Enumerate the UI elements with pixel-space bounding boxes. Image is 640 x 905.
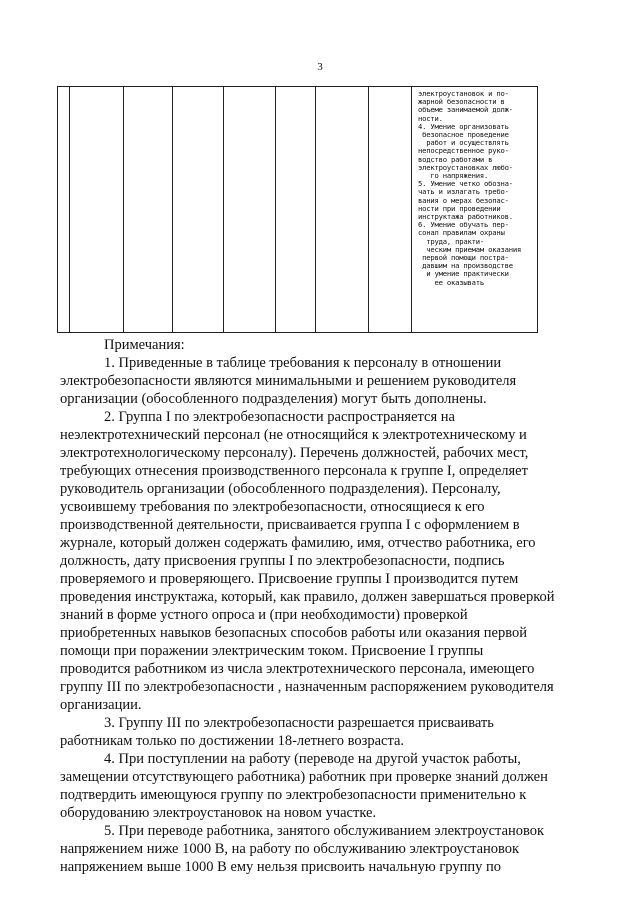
- text-line: знаний в форме устного опроса и (при необходимости) проверкой: [60, 607, 468, 623]
- text-line: напряжением ниже 1000 В, на работу по обслуживанию электроустановок: [60, 841, 520, 857]
- requirement-line: жарной безопасности в: [418, 97, 505, 107]
- requirement-line: непосредственное руко-: [418, 146, 509, 156]
- requirement-line: электроустановках любо-: [418, 162, 513, 172]
- text-line: 4. При поступлении на работу (переводе на другой участок работы,: [104, 751, 521, 767]
- requirement-line: сонал правилам охраны: [418, 228, 505, 238]
- requirement-line: 6. Умение обучать пер-: [418, 220, 509, 230]
- text-line: приобретенных навыков безопасных способов работы или оказания первой: [60, 625, 527, 641]
- requirement-line: труда, практи-: [418, 236, 485, 246]
- requirement-line: давшим на производстве: [418, 261, 513, 271]
- requirement-line: ности.: [418, 113, 443, 123]
- text-line: помощи при поражении электрическим током. Присвоение I группы: [60, 643, 484, 659]
- note-paragraph: [60, 408, 598, 714]
- text-line: журнале, который должен содержать фамилию, имя, отчество работника, его: [60, 535, 536, 551]
- text-line: работникам только по достижении 18-летнего возраста.: [60, 733, 405, 749]
- notes-title: Примечания:: [104, 337, 185, 353]
- text-line: требующих отнесения производственного персонала к группе I, определяет: [60, 463, 528, 479]
- notes-section: [60, 336, 598, 876]
- text-line: оборудованию электроустановок на новом участке.: [60, 805, 377, 821]
- requirement-line: 5. Умение четко обозна-: [418, 179, 513, 189]
- text-line: 3. Группу III по электробезопасности разрешается присваивать: [104, 715, 494, 731]
- requirement-line: первой помощи постра-: [418, 253, 509, 263]
- text-line: организации (обособленного подразделения) могут быть дополнены.: [60, 391, 487, 407]
- text-line: руководитель организации (обособленного подразделения). Персоналу,: [60, 481, 501, 497]
- text-line: 1. Приведенные в таблице требования к персоналу в отношении: [104, 355, 502, 371]
- note-paragraph: [60, 714, 598, 750]
- requirements-table: [57, 86, 538, 333]
- requirement-line: и умение практически: [418, 269, 509, 279]
- requirement-line: безопасное проведение: [418, 130, 509, 140]
- table-cell: [173, 87, 224, 333]
- requirement-line: ее оказывать: [418, 277, 485, 287]
- note-paragraph: [60, 750, 598, 822]
- table-cell: [316, 87, 369, 333]
- requirement-line: объеме занимаемой долж-: [418, 105, 513, 115]
- text-line: неэлектротехнический персонал (не относящийся к электротехническому и: [60, 427, 527, 443]
- requirement-line: го напряжения.: [418, 171, 489, 181]
- text-line: усвоившему требования по электробезопасности, относящиеся к его: [60, 499, 485, 515]
- requirement-line: работ и осуществлять: [418, 138, 509, 148]
- text-line: электробезопасности являются минимальными и решением руководителя: [60, 373, 517, 389]
- note-paragraph: [60, 354, 598, 408]
- requirement-line: вания о мерах безопас-: [418, 195, 509, 205]
- note-paragraph: [60, 822, 598, 876]
- text-line: группу III по электробезопасности , назначенным распоряжением руководителя: [60, 679, 554, 695]
- requirements-cell: [412, 87, 538, 333]
- text-line: проверяемого и проверяющего. Присвоение группы I производится путем: [60, 571, 519, 587]
- text-line: электротехнологическому персоналу). Перечень должностей, рабочих мест,: [60, 445, 529, 461]
- page-number: 3: [317, 61, 323, 73]
- table-cell: [124, 87, 173, 333]
- text-line: 5. При переводе работника, занятого обслуживанием электроустановок: [104, 823, 545, 839]
- table-row: [58, 87, 538, 333]
- text-line: напряжением выше 1000 В ему нельзя присвоить начальную группу по: [60, 859, 501, 875]
- requirement-line: чать и излагать требо-: [418, 187, 509, 197]
- text-line: производственной деятельности, присваивается группа I с оформлением в: [60, 517, 520, 533]
- table-cell: [276, 87, 316, 333]
- table-cell: [224, 87, 276, 333]
- requirement-line: инструктажа работников.: [418, 212, 513, 222]
- requirement-line: ности при проведении: [418, 203, 501, 213]
- table-cell: [369, 87, 412, 333]
- requirement-line: водство работами в: [418, 154, 493, 164]
- text-line: проведения инструктажа, который, как правило, должен завершаться проверкой: [60, 589, 555, 605]
- requirement-line: ческим приемам оказания: [418, 244, 522, 254]
- text-line: 2. Группа I по электробезопасности распространяется на: [104, 409, 455, 425]
- requirement-line: электроустановок и по-: [418, 89, 509, 98]
- text-line: организации.: [60, 697, 142, 713]
- text-line: должность, дату присвоения группы I по электробезопасности, подпись: [60, 553, 505, 569]
- text-line: замещении отсутствующего работника) работник при проверке знаний должен: [60, 769, 548, 785]
- text-line: проводится работником из числа электротехнического персонала, имеющего: [60, 661, 535, 677]
- table-cell: [70, 87, 124, 333]
- requirement-line: 4. Умение организовать: [418, 121, 509, 131]
- table-cell: [58, 87, 70, 333]
- text-line: подтвердить имеющуюся группу по электробезопасности применительно к: [60, 787, 527, 803]
